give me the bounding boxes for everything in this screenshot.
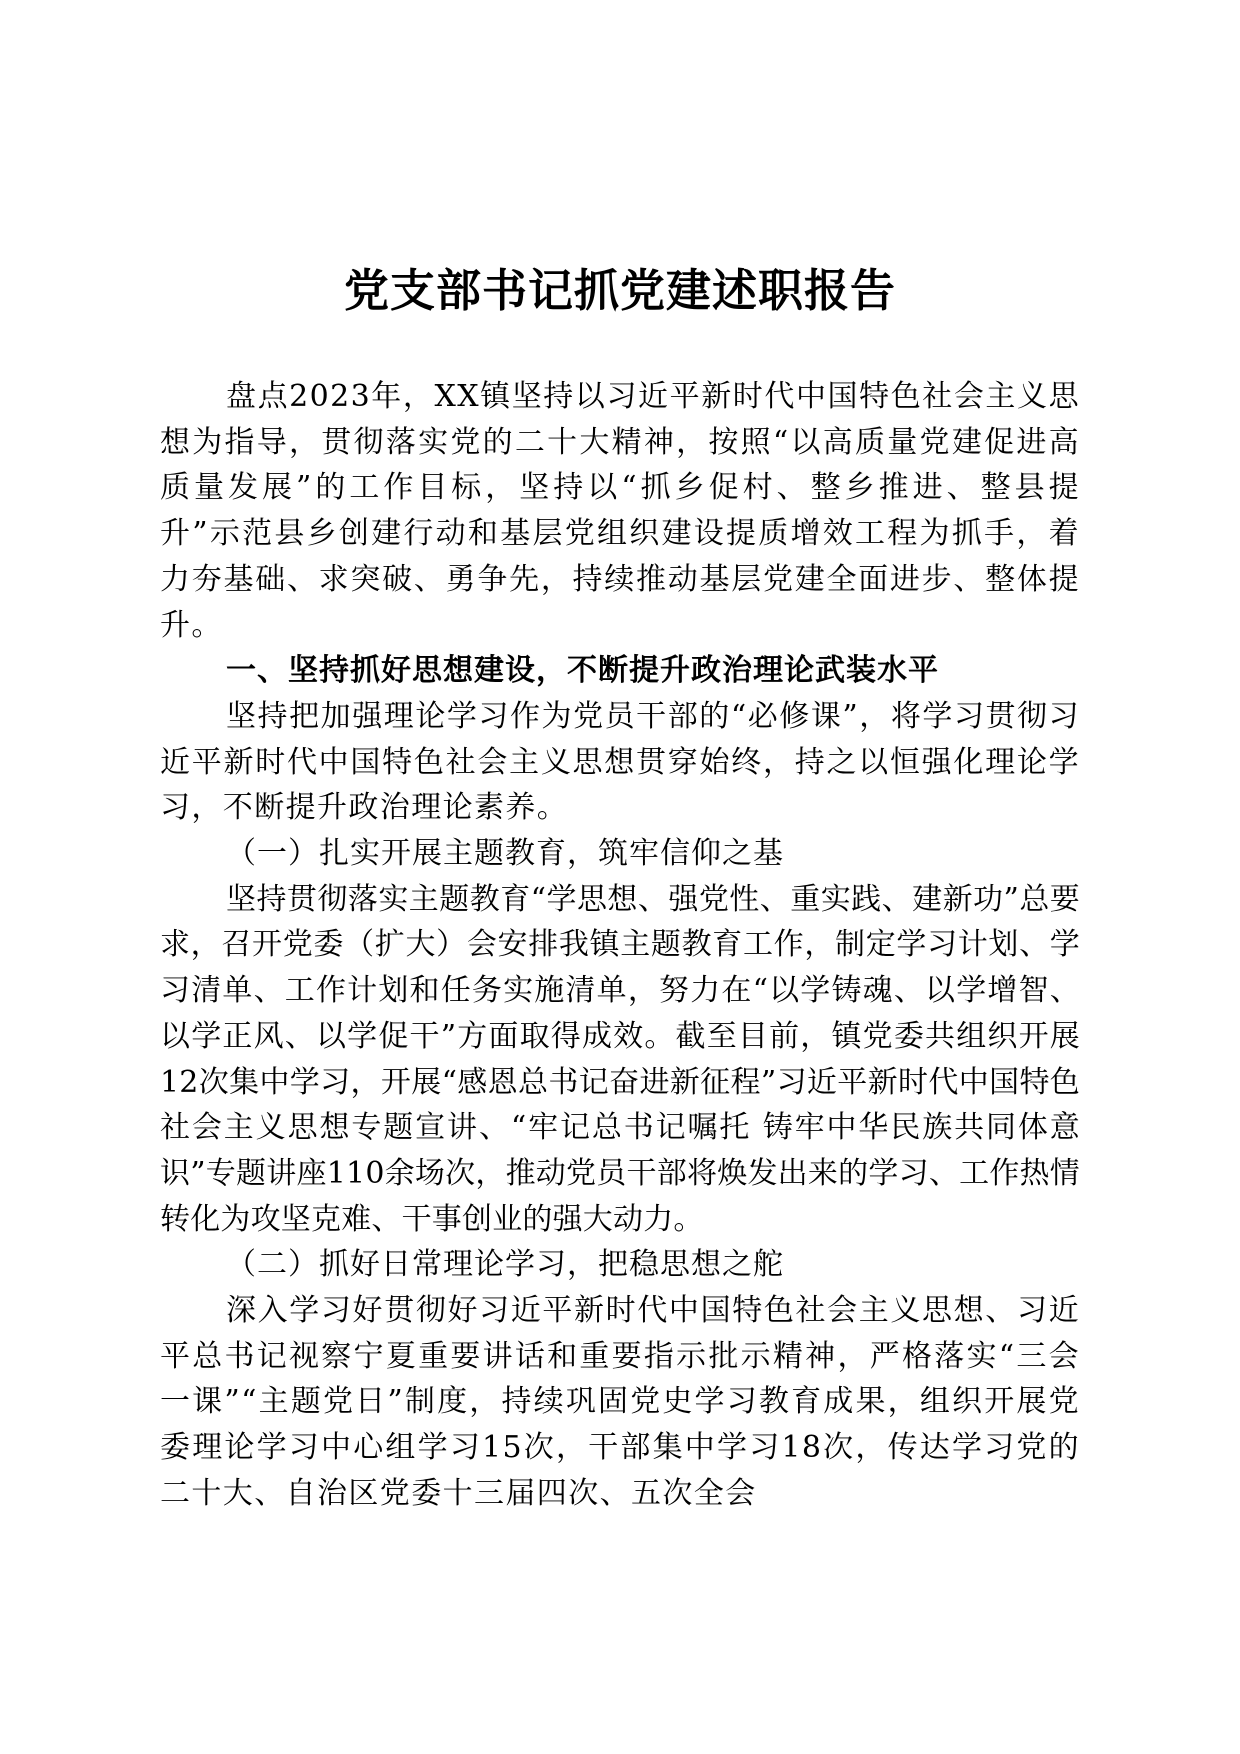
intro-paragraph: 盘点2023年，XX镇坚持以习近平新时代中国特色社会主义思想为指导，贯彻落实党的二十大精神，按照“以高质量党建促进高质量发展”的工作目标，坚持以“抓乡促村、整乡推进、整县提升”示范县乡创建行动和基层党组织建设提质增效工程为抓手，着力夯基础、求突破、勇争先，持续推动基层党建全面进步、整体提升。 bbox=[160, 379, 1080, 643]
subsection-1-paragraph: 坚持贯彻落实主题教育“学思想、强党性、重实践、建新功”总要求，召开党委（扩大）会安排我镇主题教育工作，制定学习计划、学习清单、工作计划和任务实施清单，努力在“以学铸魂、以学增智、以学正风、以学促干”方面取得成效。截至目前，镇党委共组织开展12次集中学习，开展“感恩总书记奋进新征程”习近平新时代中国特色社会主义思想专题宣讲、“牢记总书记嘱托 铸牢中华民族共同体意识”专题讲座110余场次，推动党员干部将焕发出来的学习、工作热情转化为攻坚克难、干事创业的强大动力。 bbox=[160, 881, 1080, 1237]
subsection-heading-2: （二）抓好日常理论学习，把稳思想之舵 bbox=[226, 1247, 784, 1283]
section-heading-1: 一、坚持抓好思想建设，不断提升政治理论武装水平 bbox=[226, 653, 939, 689]
document-title: 党支部书记抓党建述职报告 bbox=[343, 264, 896, 317]
subsection-heading-1: （一）扎实开展主题教育，筑牢信仰之基 bbox=[226, 836, 784, 872]
section-1-paragraph: 坚持把加强理论学习作为党员干部的“必修课”，将学习贯彻习近平新时代中国特色社会主义思想贯穿始终，持之以恒强化理论学习，不断提升政治理论素养。 bbox=[160, 698, 1080, 826]
document-body bbox=[160, 374, 1080, 1517]
subsection-2-paragraph: 深入学习好贯彻好习近平新时代中国特色社会主义思想、习近平总书记视察宁夏重要讲话和重要指示批示精神，严格落实“三会一课”“主题党日”制度，持续巩固党史学习教育成果，组织开展党委理论学习中心组学习15次，干部集中学习18次，传达学习党的二十大、自治区党委十三届四次、五次全会 bbox=[160, 1293, 1080, 1511]
